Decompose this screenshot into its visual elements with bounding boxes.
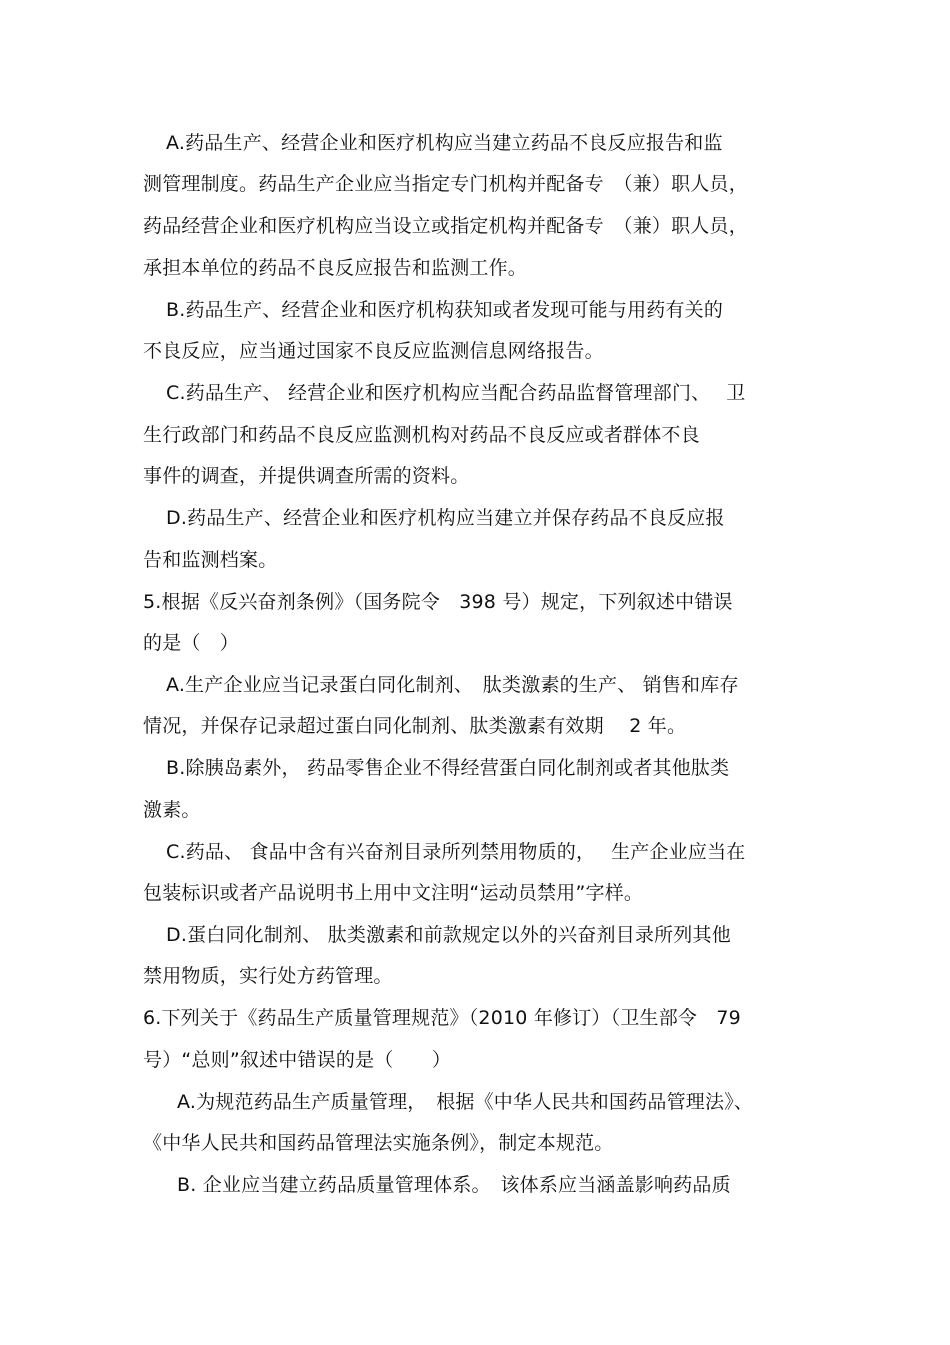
text-line: A.药品生产、经营企业和医疗机构应当建立药品不良反应报告和监 [166, 132, 723, 154]
question-6-title: 6.下列关于《药品生产质量管理规范》（2010 年修订）（卫生部令 79 [143, 1007, 741, 1029]
text-line: 不良反应，应当通过国家不良反应监测信息网络报告。 [143, 340, 604, 362]
text-line: 激素。 [143, 799, 201, 821]
text-line: 测管理制度。药品生产企业应当指定专门机构并配备专 （兼）职人员， [143, 173, 748, 195]
text-line: A.生产企业应当记录蛋白同化制剂、 肽类激素的生产、 销售和库存 [166, 674, 739, 696]
question-6-title-cont: 号）“总则”叙述中错误的是（ ） [143, 1049, 452, 1071]
text-line: C.药品、 食品中含有兴奋剂目录所列禁用物质的， 生产企业应当在 [166, 841, 746, 863]
text-line: 告和监测档案。 [143, 549, 278, 571]
text-line: 事件的调查，并提供调查所需的资料。 [143, 465, 470, 487]
text-line: B.除胰岛素外， 药品零售企业不得经营蛋白同化制剂或者其他肽类 [166, 757, 730, 779]
text-line: C.药品生产、 经营企业和医疗机构应当配合药品监督管理部门、 卫 [166, 382, 746, 404]
question-5-title-cont: 的是（ ） [143, 632, 240, 654]
text-line: 包装标识或者产品说明书上用中文注明“运动员禁用”字样。 [143, 882, 644, 904]
text-line: 生行政部门和药品不良反应监测机构对药品不良反应或者群体不良 [143, 424, 700, 446]
text-line: 《中华人民共和国药品管理法实施条例》，制定本规范。 [143, 1132, 614, 1154]
text-line: 禁用物质，实行处方药管理。 [143, 965, 393, 987]
question-5-title: 5.根据《反兴奋剂条例》（国务院令 398 号）规定，下列叙述中错误 [143, 591, 733, 613]
text-line: B.药品生产、经营企业和医疗机构获知或者发现可能与用药有关的 [166, 299, 724, 321]
text-line: B. 企业应当建立药品质量管理体系。 该体系应当涵盖影响药品质 [177, 1174, 731, 1196]
text-line: D.药品生产、经营企业和医疗机构应当建立并保存药品不良反应报 [166, 507, 725, 529]
text-line: 情况，并保存记录超过蛋白同化制剂、肽类激素有效期 2 年。 [143, 715, 687, 737]
text-line: A.为规范药品生产质量管理， 根据《中华人民共和国药品管理法》、 [177, 1091, 754, 1113]
text-line: D.蛋白同化制剂、 肽类激素和前款规定以外的兴奋剂目录所列其他 [166, 924, 731, 946]
text-line: 承担本单位的药品不良反应报告和监测工作。 [143, 257, 528, 279]
text-line: 药品经营企业和医疗机构应当设立或指定机构并配备专 （兼）职人员， [143, 215, 748, 237]
